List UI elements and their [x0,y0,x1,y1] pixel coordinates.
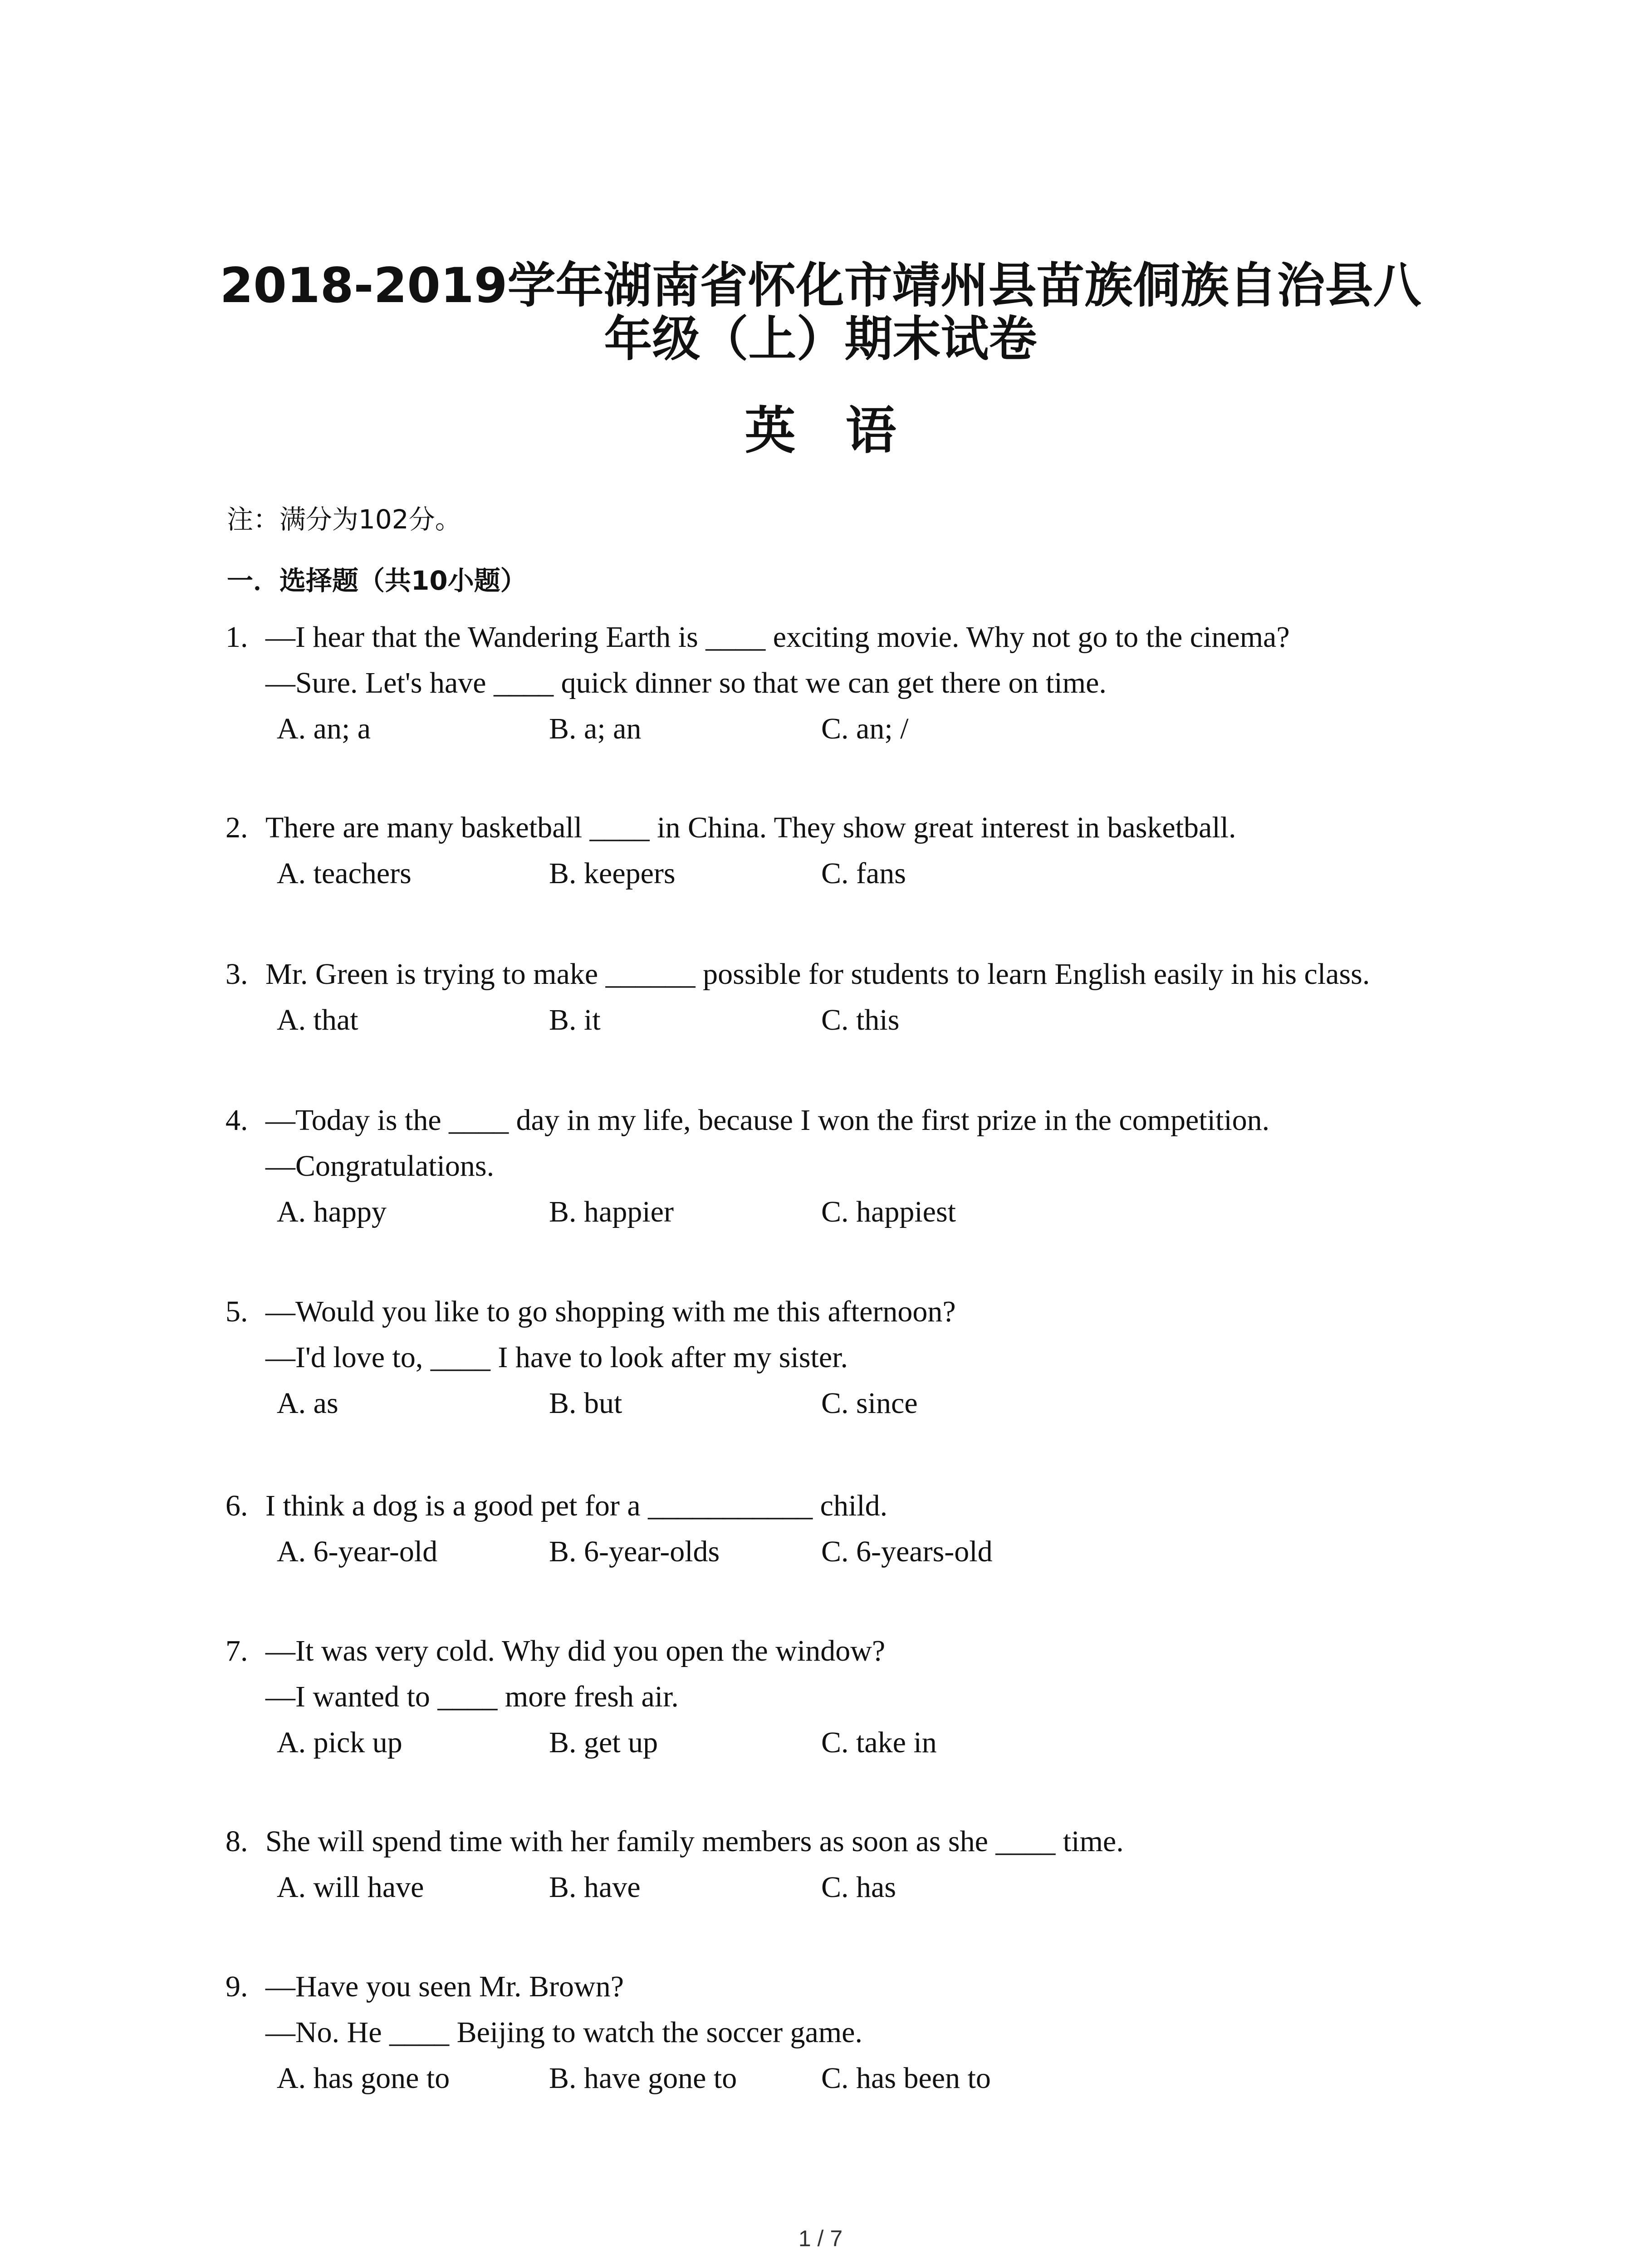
option-b: B. it [549,1003,601,1036]
question-line: —Have you seen Mr. Brown? [265,1970,624,2003]
option-a: A. happy [277,1195,387,1228]
option-a: A. as [277,1387,338,1420]
question-line: —Would you like to go shopping with me this afternoon? [265,1295,956,1328]
question-line: —It was very cold. Why did you open the window? [265,1634,886,1667]
question-number: 2. [225,811,248,844]
option-c: C. has [821,1871,896,1904]
option-c: C. 6-years-old [821,1535,993,1568]
option-c: C. since [821,1387,918,1420]
option-b: B. a; an [549,712,642,745]
question-number: 5. [225,1295,248,1328]
option-a: A. has gone to [277,2062,450,2095]
option-a: A. that [277,1003,358,1036]
question-line: She will spend time with her family members as soon as she ____ time. [265,1825,1124,1858]
question-line: Mr. Green is trying to make ______ possible for students to learn English easily in his class. [265,958,1370,991]
option-b: B. have [549,1871,641,1904]
option-c: C. has been to [821,2062,991,2095]
question-line: —I'd love to, ____ I have to look after my sister. [265,1341,848,1374]
question-line: —Sure. Let's have ____ quick dinner so that we can get there on time. [265,666,1107,699]
section-title: 一．选择题（共10小题） [227,565,527,596]
option-b: B. get up [549,1726,658,1759]
option-c: C. take in [821,1726,937,1759]
option-a: A. will have [277,1871,424,1904]
question-line: I think a dog is a good pet for a ___________ child. [265,1489,888,1522]
question-line: —Congratulations. [265,1149,495,1183]
score-note: 注：满分为102分。 [227,504,461,535]
option-b: B. happier [549,1195,674,1228]
question-number: 1. [225,621,248,654]
option-c: C. this [821,1003,900,1036]
option-a: A. 6-year-old [277,1535,438,1568]
exam-title-line1: 2018-2019学年湖南省怀化市靖州县苗族侗族自治县八 [220,258,1421,313]
option-b: B. 6-year-olds [549,1535,720,1568]
option-c: C. an; / [821,712,909,745]
exam-title-line2: 年级（上）期末试卷 [604,311,1037,367]
question-line: —Today is the ____ day in my life, because I won the first prize in the competition. [265,1104,1270,1137]
question-line: —I wanted to ____ more fresh air. [265,1680,679,1713]
question-number: 6. [225,1489,248,1522]
option-b: B. keepers [549,857,676,890]
question-line: —No. He ____ Beijing to watch the soccer game. [265,2016,862,2049]
option-c: C. happiest [821,1195,956,1228]
option-a: A. an; a [277,712,371,745]
question-number: 4. [225,1104,248,1137]
page-indicator: 1 / 7 [798,2226,843,2251]
question-line: —I hear that the Wandering Earth is ____ exciting movie. Why not go to the cinema? [265,621,1290,654]
option-a: A. teachers [277,857,411,890]
option-a: A. pick up [277,1726,402,1759]
option-c: C. fans [821,857,906,890]
option-b: B. have gone to [549,2062,737,2095]
subject-heading: 英语 [745,401,946,460]
question-line: There are many basketball ____ in China. They show great interest in basketball. [265,811,1236,844]
question-number: 8. [225,1825,248,1858]
question-number: 9. [225,1970,248,2003]
option-b: B. but [549,1387,622,1420]
question-number: 7. [225,1634,248,1667]
question-number: 3. [225,958,248,991]
